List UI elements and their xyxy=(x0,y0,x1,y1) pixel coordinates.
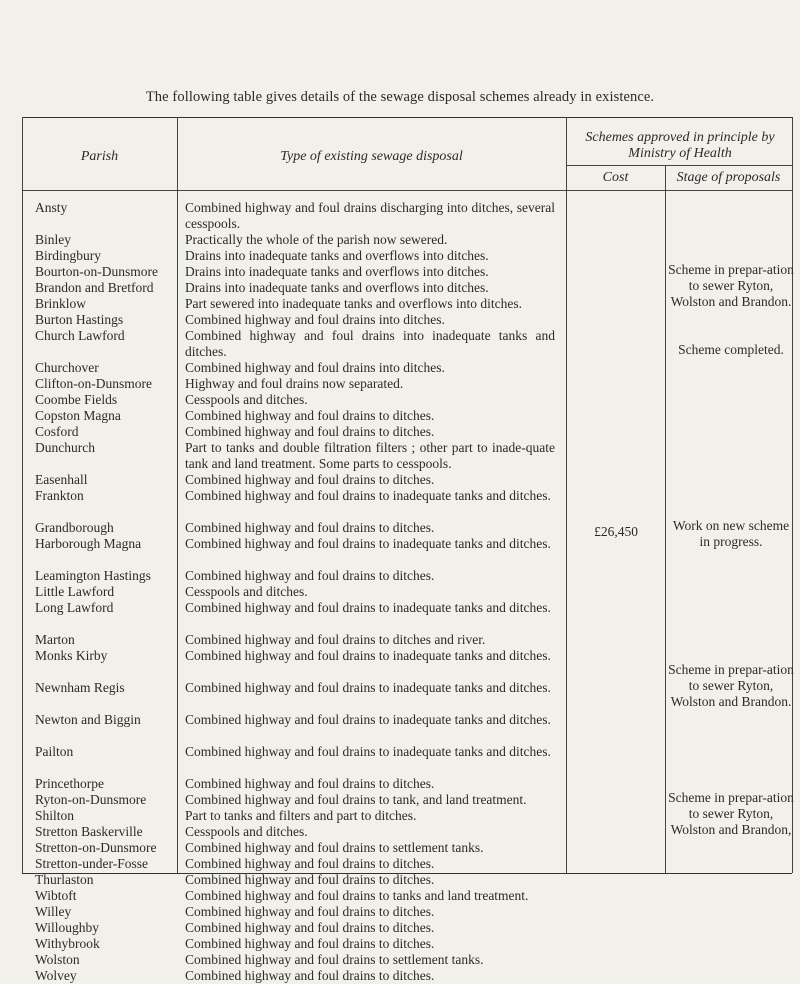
disposal-type-cell: Combined highway and foul drains to settlement tanks. xyxy=(185,840,484,855)
disposal-type-cell: Combined highway and foul drains to ditches. xyxy=(185,920,435,935)
disposal-type-cell: Combined highway and foul drains to ditches. xyxy=(185,856,435,871)
disposal-type-cell: Combined highway and foul drains to tanks and land treatment. xyxy=(185,888,529,903)
parish-cell: Willey xyxy=(35,904,72,919)
disposal-type-cell: Practically the whole of the parish now sewered. xyxy=(185,232,448,247)
stage-note: Scheme completed. xyxy=(678,342,784,357)
parish-cell: Frankton xyxy=(35,488,84,503)
disposal-type-cell: Cesspools and ditches. xyxy=(185,824,308,839)
disposal-type-cell: Part sewered into inadequate tanks and overflows into ditches. xyxy=(185,296,523,311)
disposal-type-cell: Combined highway and foul drains to tank, and land treatment. xyxy=(185,792,527,807)
parish-cell: Clifton-on-Dunsmore xyxy=(35,376,152,391)
disposal-type-cell: Combined highway and foul drains to ditches. xyxy=(185,872,435,887)
parish-cell: Pailton xyxy=(35,744,74,759)
disposal-type-cell: Combined highway and foul drains to ditches. xyxy=(185,424,435,439)
header-stage: Stage of proposals xyxy=(676,170,781,185)
parish-cell: Leamington Hastings xyxy=(35,568,151,583)
disposal-type-cell: Combined highway and foul drains discharging into ditches, several cesspools. xyxy=(185,200,555,231)
disposal-type-cell: Combined highway and foul drains to ditches. xyxy=(185,520,435,535)
parish-cell: Stretton-under-Fosse xyxy=(35,856,148,871)
parish-cell: Brinklow xyxy=(35,296,87,311)
parish-cell: Ryton-on-Dunsmore xyxy=(35,792,147,807)
parish-cell: Cosford xyxy=(35,424,79,439)
disposal-type-cell: Combined highway and foul drains to ditches. xyxy=(185,904,435,919)
header-cost: Cost xyxy=(602,170,629,185)
disposal-type-cell: Combined highway and foul drains to inadequate tanks and ditches. xyxy=(185,744,551,759)
disposal-type-cell: Cesspools and ditches. xyxy=(185,392,308,407)
parish-cell: Grandborough xyxy=(35,520,114,535)
parish-cell: Birdingbury xyxy=(35,248,101,263)
parish-cell: Withybrook xyxy=(35,936,100,951)
parish-cell: Little Lawford xyxy=(35,584,115,599)
parish-cell: Long Lawford xyxy=(35,600,114,615)
parish-cell: Burton Hastings xyxy=(35,312,124,327)
disposal-type-cell: Combined highway and foul drains to inadequate tanks and ditches. xyxy=(185,488,551,503)
parish-cell: Copston Magna xyxy=(35,408,121,423)
disposal-type-cell: Combined highway and foul drains into inadequate tanks and ditches. xyxy=(185,328,555,359)
parish-cell: Marton xyxy=(35,632,75,647)
column-divider xyxy=(566,117,567,873)
header-rule xyxy=(566,165,792,166)
disposal-type-cell: Combined highway and foul drains to ditches. xyxy=(185,936,435,951)
parish-cell: Stretton Baskerville xyxy=(35,824,143,839)
disposal-type-cell: Part to tanks and double filtration filters ; other part to inade-quate tank and land treatment. Some parts to cesspools. xyxy=(185,440,555,471)
disposal-type-cell: Part to tanks and filters and part to ditches. xyxy=(185,808,417,823)
header-parish: Parish xyxy=(80,149,119,164)
disposal-type-cell: Combined highway and foul drains to settlement tanks. xyxy=(185,952,484,967)
parish-cell: Dunchurch xyxy=(35,440,95,455)
parish-cell: Newnham Regis xyxy=(35,680,125,695)
parish-cell: Willoughby xyxy=(35,920,99,935)
table-border-right xyxy=(792,117,793,873)
disposal-type-cell: Highway and foul drains now separated. xyxy=(185,376,404,391)
stage-note: Scheme in prepar-ation to sewer Ryton, Wolston and Brandon, xyxy=(668,790,794,837)
disposal-type-cell: Combined highway and foul drains to ditches. xyxy=(185,968,435,983)
header-schemes: Schemes approved in principle by Ministry of Health xyxy=(585,130,775,161)
parish-cell: Harborough Magna xyxy=(35,536,142,551)
header-rule xyxy=(22,190,792,191)
disposal-type-cell: Combined highway and foul drains to inadequate tanks and ditches. xyxy=(185,680,551,695)
parish-cell: Coombe Fields xyxy=(35,392,118,407)
column-divider xyxy=(177,117,178,873)
parish-cell: Wolvey xyxy=(35,968,77,983)
disposal-type-cell: Drains into inadequate tanks and overflows into ditches. xyxy=(185,280,489,295)
disposal-type-cell: Combined highway and foul drains to inadequate tanks and ditches. xyxy=(185,536,551,551)
disposal-type-cell: Drains into inadequate tanks and overflows into ditches. xyxy=(185,264,489,279)
disposal-type-cell: Drains into inadequate tanks and overflows into ditches. xyxy=(185,248,489,263)
parish-cell: Binley xyxy=(35,232,71,247)
parish-cell: Church Lawford xyxy=(35,328,125,343)
parish-cell: Ansty xyxy=(35,200,68,215)
parish-cell: Brandon and Bretford xyxy=(35,280,154,295)
parish-cell: Stretton-on-Dunsmore xyxy=(35,840,157,855)
disposal-type-cell: Combined highway and foul drains to ditches. xyxy=(185,776,435,791)
parish-cell: Churchover xyxy=(35,360,99,375)
parish-cell: Wibtoft xyxy=(35,888,77,903)
parish-cell: Bourton-on-Dunsmore xyxy=(35,264,158,279)
disposal-type-cell: Combined highway and foul drains to ditches. xyxy=(185,408,435,423)
header-type: Type of existing sewage disposal xyxy=(280,149,463,164)
parish-cell: Easenhall xyxy=(35,472,88,487)
disposal-type-cell: Combined highway and foul drains to inadequate tanks and ditches. xyxy=(185,648,551,663)
disposal-type-cell: Combined highway and foul drains to inadequate tanks and ditches. xyxy=(185,600,551,615)
parish-cell: Monks Kirby xyxy=(35,648,108,663)
disposal-type-cell: Combined highway and foul drains to ditches. xyxy=(185,472,435,487)
disposal-type-cell: Combined highway and foul drains to ditches and river. xyxy=(185,632,486,647)
stage-note: Scheme in prepar-ation to sewer Ryton, Wolston and Brandon. xyxy=(668,262,794,309)
disposal-type-cell: Combined highway and foul drains into ditches. xyxy=(185,312,445,327)
intro-text: The following table gives details of the sewage disposal schemes already in existence. xyxy=(145,89,655,105)
disposal-type-cell: Cesspools and ditches. xyxy=(185,584,308,599)
parish-cell: Princethorpe xyxy=(35,776,104,791)
disposal-type-cell: Combined highway and foul drains to inadequate tanks and ditches. xyxy=(185,712,551,727)
stage-note: Work on new scheme in progress. xyxy=(672,518,790,549)
parish-cell: Wolston xyxy=(35,952,80,967)
cost-value: £26,450 xyxy=(594,524,638,539)
disposal-type-cell: Combined highway and foul drains to ditches. xyxy=(185,568,435,583)
parish-cell: Shilton xyxy=(35,808,75,823)
table-border-left xyxy=(22,117,23,873)
stage-note: Scheme in prepar-ation to sewer Ryton, Wolston and Brandon. xyxy=(668,662,794,709)
parish-cell: Thurlaston xyxy=(35,872,94,887)
parish-cell: Newton and Biggin xyxy=(35,712,141,727)
disposal-type-cell: Combined highway and foul drains into ditches. xyxy=(185,360,445,375)
